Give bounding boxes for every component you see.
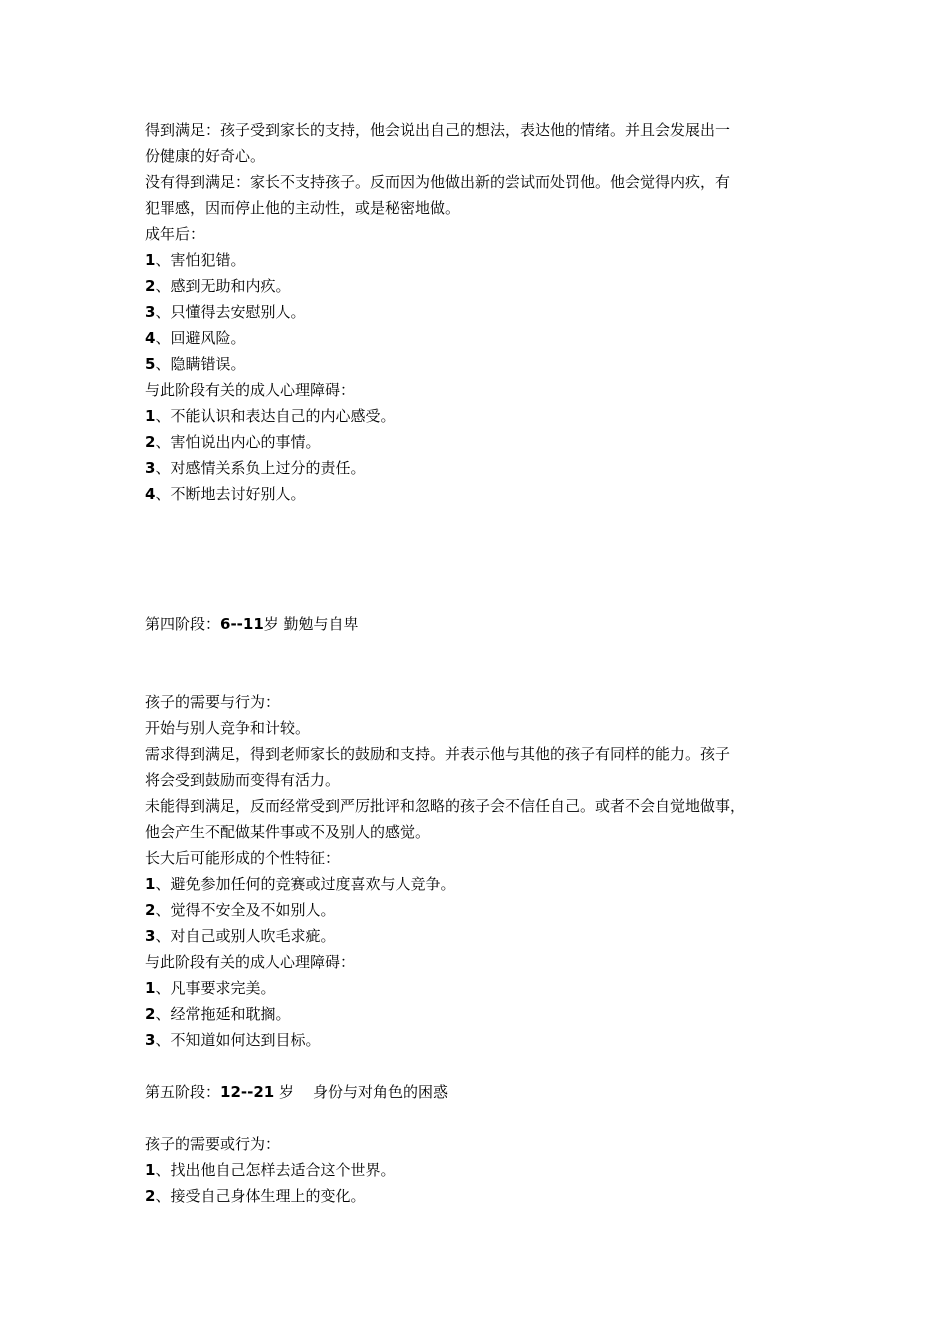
unsatisfied-line-1: 未能得到满足，反而经常受到严厉批评和忽略的孩子会不信任自己。或者不会自觉地做事， xyxy=(145,797,746,815)
spacer xyxy=(145,507,810,611)
list-item-text: 、感到无助和内疚。 xyxy=(155,277,291,295)
list-item xyxy=(145,247,810,273)
section-title xyxy=(145,1079,810,1105)
list-item-number: 3 xyxy=(145,1031,156,1049)
spacer xyxy=(145,1053,810,1079)
list-item xyxy=(145,1027,810,1053)
satisfied-line-2: 份健康的好奇心。 xyxy=(145,147,266,165)
list-item xyxy=(145,299,810,325)
list-item-text: 、经常拖延和耽搁。 xyxy=(155,1005,291,1023)
needs-line: 开始与别人竞争和计较。 xyxy=(145,719,311,737)
needs-heading: 孩子的需要与行为： xyxy=(145,693,281,711)
satisfied-line-1: 需求得到满足，得到老师家长的鼓励和支持。并表示他与其他的孩子有同样的能力。孩子 xyxy=(145,745,731,763)
adult-heading: 成年后： xyxy=(145,225,206,243)
list-item-text: 、不能认识和表达自己的内心感受。 xyxy=(155,407,396,425)
list-item-number: 2 xyxy=(145,1187,156,1205)
spacer xyxy=(145,1105,810,1131)
section-title-age: 12--21 xyxy=(220,1083,275,1101)
section-title-age: 6--11 xyxy=(220,615,264,633)
list-item xyxy=(145,871,810,897)
list-item-text: 、害怕说出内心的事情。 xyxy=(155,433,321,451)
satisfied-line-1: 得到满足：孩子受到家长的支持，他会说出自己的想法，表达他的情绪。并且会发展出一 xyxy=(145,121,731,139)
unsatisfied-line-2: 他会产生不配做某件事或不及别人的感觉。 xyxy=(145,823,431,841)
unsatisfied-line-1: 没有得到满足：家长不支持孩子。反而因为他做出新的尝试而处罚他。他会觉得内疚，有 xyxy=(145,173,731,191)
disorder-heading: 与此阶段有关的成人心理障碍： xyxy=(145,953,356,971)
list-item xyxy=(145,975,810,1001)
list-item-text: 、害怕犯错。 xyxy=(155,251,246,269)
spacer xyxy=(145,637,810,689)
list-item xyxy=(145,481,810,507)
list-item-number: 3 xyxy=(145,303,156,321)
list-item-text: 、凡事要求完美。 xyxy=(155,979,276,997)
list-item xyxy=(145,1183,810,1209)
satisfied-line-2: 将会受到鼓励而变得有活力。 xyxy=(145,771,341,789)
list-item-text: 、觉得不安全及不如别人。 xyxy=(155,901,336,919)
list-item-text: 、不知道如何达到目标。 xyxy=(155,1031,321,1049)
section-title xyxy=(145,611,810,637)
list-item-number: 2 xyxy=(145,277,156,295)
list-item-number: 1 xyxy=(145,251,156,269)
list-item-number: 2 xyxy=(145,1005,156,1023)
list-item-text: 、只懂得去安慰别人。 xyxy=(155,303,306,321)
list-item xyxy=(145,403,810,429)
list-item xyxy=(145,923,810,949)
list-item-number: 1 xyxy=(145,407,156,425)
list-item-number: 5 xyxy=(145,355,156,373)
list-item-text: 、找出他自己怎样去适合这个世界。 xyxy=(155,1161,396,1179)
list-item-text: 、隐瞒错误。 xyxy=(155,355,246,373)
list-item xyxy=(145,325,810,351)
list-item-number: 3 xyxy=(145,459,156,477)
list-item xyxy=(145,1001,810,1027)
list-item-text: 、不断地去讨好别人。 xyxy=(155,485,306,503)
section-title-prefix: 第五阶段： xyxy=(145,1083,221,1101)
list-item-text: 、对自己或别人吹毛求疵。 xyxy=(155,927,336,945)
list-item-text: 、避免参加任何的竞赛或过度喜欢与人竞争。 xyxy=(155,875,456,893)
list-item xyxy=(145,429,810,455)
list-item-number: 4 xyxy=(145,485,156,503)
list-item-number: 3 xyxy=(145,927,156,945)
list-item xyxy=(145,455,810,481)
list-item-number: 2 xyxy=(145,433,156,451)
unsatisfied-line-2: 犯罪感，因而停止他的主动性，或是秘密地做。 xyxy=(145,199,461,217)
section-title-suffix: 岁 勤勉与自卑 xyxy=(263,615,359,633)
list-item xyxy=(145,897,810,923)
list-item xyxy=(145,273,810,299)
list-item-text: 、回避风险。 xyxy=(155,329,246,347)
list-item-number: 2 xyxy=(145,901,156,919)
document-page xyxy=(145,117,810,1209)
list-item-number: 1 xyxy=(145,875,156,893)
list-item xyxy=(145,351,810,377)
list-item-number: 4 xyxy=(145,329,156,347)
list-item xyxy=(145,1157,810,1183)
traits-heading: 长大后可能形成的个性特征： xyxy=(145,849,341,867)
list-item-text: 、对感情关系负上过分的责任。 xyxy=(155,459,366,477)
disorder-heading: 与此阶段有关的成人心理障碍： xyxy=(145,381,356,399)
list-item-text: 、接受自己身体生理上的变化。 xyxy=(155,1187,366,1205)
list-item-number: 1 xyxy=(145,1161,156,1179)
needs-heading: 孩子的需要或行为： xyxy=(145,1135,281,1153)
section-title-prefix: 第四阶段： xyxy=(145,615,221,633)
section-title-suffix: 岁 身份与对角色的困惑 xyxy=(274,1083,449,1101)
list-item-number: 1 xyxy=(145,979,156,997)
